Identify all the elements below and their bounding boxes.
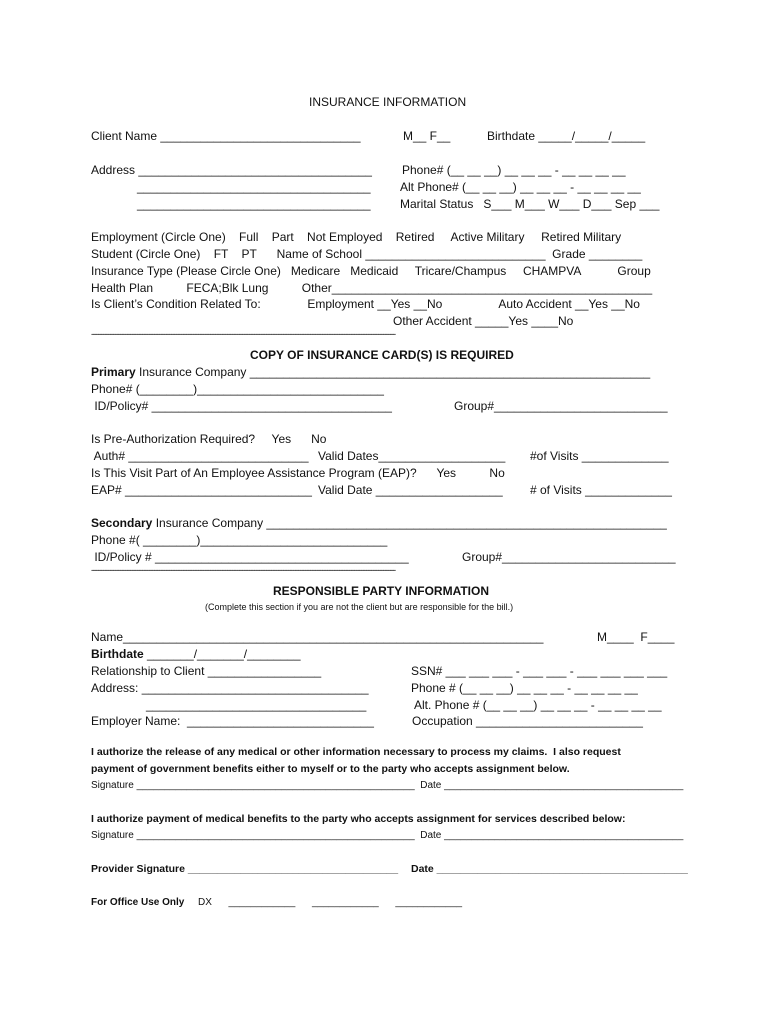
rp-phone-field[interactable]: Phone # (__ __ __) __ __ __ - __ __ __ __	[411, 681, 638, 695]
client-address-line-2[interactable]: ___________________________________	[137, 180, 371, 194]
valid-dates-field-2[interactable]: Valid Date ___________________	[318, 483, 503, 497]
responsible-party-heading: RESPONSIBLE PARTY INFORMATION	[273, 584, 490, 598]
secondary-company-text: Insurance Company ____________________________________________________________	[152, 516, 667, 530]
employment-line[interactable]: Employment (Circle One) Full Part Not Employed Retired Active Military Retired Military	[91, 230, 622, 244]
rp-sex-field[interactable]: M____ F____	[597, 630, 675, 644]
student-line[interactable]: Student (Circle One) FT PT Name of School ___________________________ Grade ________	[91, 247, 643, 261]
secondary-group-field[interactable]: Group#__________________________	[462, 550, 676, 564]
section-separator: -----------------------------------------------------------------------------------------------------------------------------------------------------------------------------------	[91, 329, 395, 339]
secondary-id-field[interactable]: ID/Policy # ______________________________________	[91, 550, 409, 564]
secondary-label: Secondary	[91, 516, 153, 530]
signature-date-line-1[interactable]: Signature __________________________________________________ Date ___________________________________________	[91, 780, 684, 791]
release-statement-line-1: I authorize the release of any medical or other information necessary to process my claims. I also request	[91, 746, 621, 758]
preauth-question[interactable]: Is Pre-Authorization Required? Yes No	[91, 432, 327, 446]
health-plan-line[interactable]: Health Plan FECA;Blk Lung Other________________________________________________	[91, 281, 653, 295]
responsible-party-subheading: (Complete this section if you are not the client but are responsible for the bill.)	[205, 602, 514, 612]
release-statement-line-2: payment of government benefits either to myself or to the party who accepts assignment below.	[91, 763, 570, 775]
client-phone-field[interactable]: Phone# (__ __ __) __ __ __ - __ __ __ __	[402, 163, 626, 177]
eap-field[interactable]: EAP# ____________________________	[91, 483, 312, 497]
valid-dates-field-1[interactable]: Valid Dates___________________	[318, 449, 506, 463]
client-address-line-3[interactable]: ___________________________________	[137, 197, 371, 211]
client-marital-status-field[interactable]: Marital Status S___ M___ W___ D___ Sep ___	[400, 197, 660, 211]
rp-address-line-2[interactable]: _________________________________	[146, 698, 367, 712]
rp-alt-phone-field[interactable]: Alt. Phone # (__ __ __) __ __ __ - __ __ __ __	[414, 698, 662, 712]
primary-id-field[interactable]: ID/Policy# ____________________________________	[91, 399, 392, 413]
visits-field-1[interactable]: #of Visits _____________	[530, 449, 669, 463]
secondary-phone-field[interactable]: Phone #( ________)____________________________	[91, 533, 388, 547]
primary-company-field[interactable]	[91, 365, 650, 379]
insurance-card-heading: COPY OF INSURANCE CARD(S) IS REQUIRED	[250, 348, 514, 362]
rp-address-field[interactable]: Address: __________________________________	[91, 681, 369, 695]
auth-field[interactable]: Auth# ___________________________	[91, 449, 309, 463]
rp-birthdate-label: Birthdate	[91, 647, 144, 661]
office-dx-field[interactable]: DX ____________ ____________ ____________	[198, 897, 463, 908]
primary-company-text: Insurance Company ____________________________________________________________	[135, 365, 651, 379]
section-separator-2: -----------------------------------------------------------------------------------------------------------------------------------------------------------------------------------	[91, 565, 395, 575]
rp-birthdate-blanks: _______/_______/________	[143, 647, 301, 661]
primary-label: Primary	[91, 365, 136, 379]
rp-ssn-field[interactable]: SSN# ___ ___ ___ - ___ ___ - ___ ___ ___ ___	[411, 664, 668, 678]
visits-field-2[interactable]: # of Visits _____________	[530, 483, 672, 497]
insurance-type-line[interactable]: Insurance Type (Please Circle One) Medicare Medicaid Tricare/Champus CHAMPVA Group	[91, 264, 651, 278]
client-address-field[interactable]: Address ___________________________________	[91, 163, 372, 177]
other-accident-line[interactable]: Other Accident _____Yes ____No	[393, 314, 574, 328]
client-birthdate-field[interactable]: Birthdate _____/_____/_____	[487, 129, 646, 143]
rp-relationship-field[interactable]: Relationship to Client _________________	[91, 664, 322, 678]
secondary-company-field[interactable]	[91, 516, 667, 530]
form-title: INSURANCE INFORMATION	[309, 95, 467, 109]
primary-group-field[interactable]: Group#__________________________	[454, 399, 668, 413]
condition-related-line[interactable]: Is Client’s Condition Related To: Employment __Yes __No Auto Accident __Yes __No	[91, 297, 640, 311]
provider-date-field[interactable]: Date ___________________________________________	[411, 863, 688, 875]
rp-name-field[interactable]: Name_______________________________________________________________	[91, 630, 544, 644]
eap-question[interactable]: Is This Visit Part of An Employee Assistance Program (EAP)? Yes No	[91, 466, 505, 480]
office-use-label: For Office Use Only	[91, 897, 185, 908]
client-sex-field[interactable]: M__ F__	[403, 129, 451, 143]
payment-statement: I authorize payment of medical benefits to the party who accepts assignment for services described below:	[91, 813, 626, 825]
client-alt-phone-field[interactable]: Alt Phone# (__ __ __) __ __ __ - __ __ __ __	[400, 180, 641, 194]
provider-signature-label[interactable]: Provider Signature ____________________________________	[91, 863, 399, 875]
client-name-field[interactable]: Client Name ______________________________	[91, 129, 361, 143]
rp-birthdate-field[interactable]	[91, 647, 301, 661]
rp-employer-field[interactable]: Employer Name: ____________________________	[91, 714, 374, 728]
primary-phone-field[interactable]: Phone# (________)____________________________	[91, 382, 384, 396]
signature-date-line-2[interactable]: Signature __________________________________________________ Date ___________________________________________	[91, 830, 684, 841]
rp-occupation-field[interactable]: Occupation _________________________	[412, 714, 643, 728]
